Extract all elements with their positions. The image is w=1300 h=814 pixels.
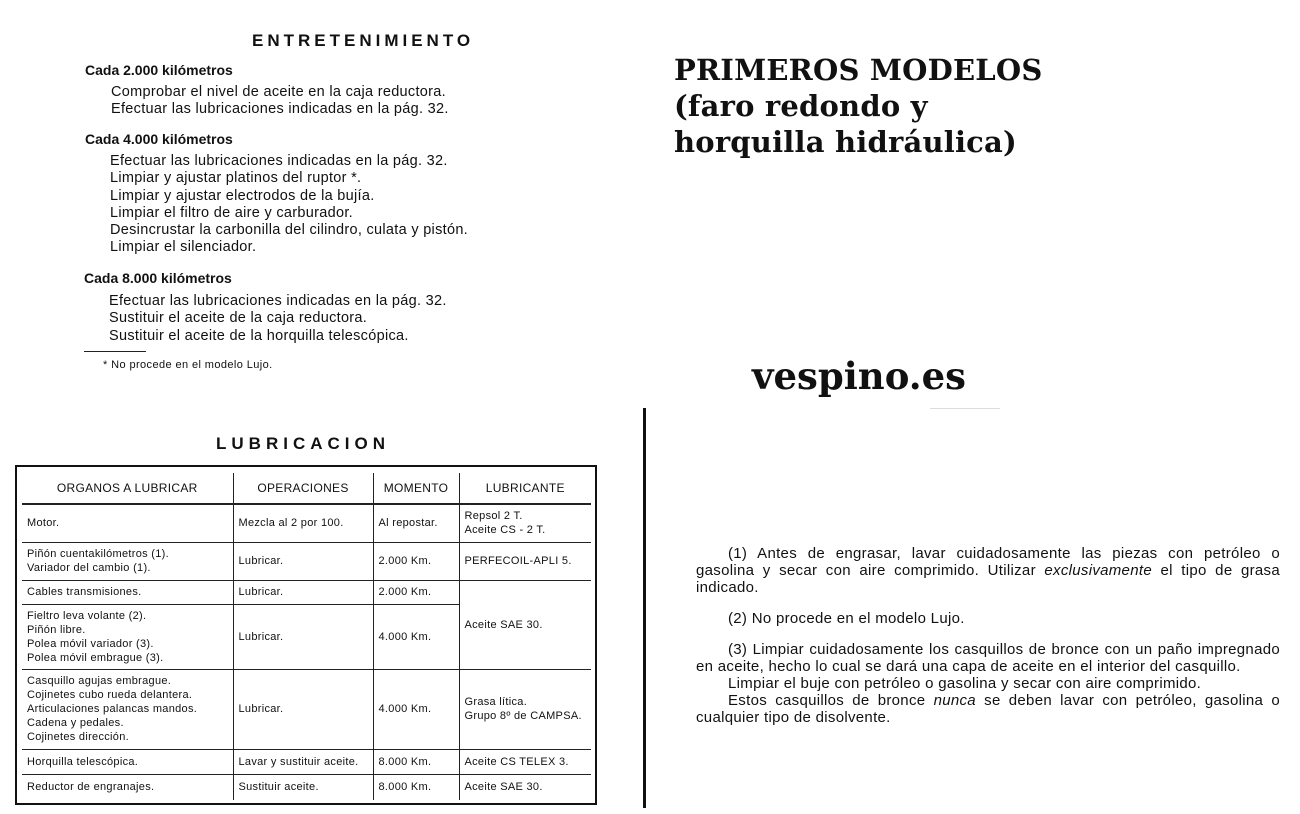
table-row (22, 774, 591, 800)
lubrication-table (15, 465, 597, 805)
list-item: Sustituir el aceite de la caja reductora. (109, 310, 368, 327)
models-title-line: PRIMEROS MODELOS (674, 53, 1043, 87)
organ-item: Reductor de engranajes. (27, 781, 155, 794)
organ-item: Cadena y pedales. (27, 717, 124, 729)
organs-cell (22, 604, 233, 669)
list-item: Limpiar el silenciador. (110, 239, 257, 256)
organ-item: Polea móvil embrague (3). (27, 651, 164, 664)
operation-cell: Lubricar. (233, 669, 373, 749)
table-header-row (22, 473, 591, 504)
footnote-text: Estos casquillos de bronce (728, 692, 934, 709)
list-item: Efectuar las lubricaciones indicadas en la pág. 32. (110, 153, 448, 169)
lubricant-cell (459, 580, 591, 669)
list-item: Limpiar y ajustar platinos del ruptor *. (110, 170, 362, 187)
organs-cell (22, 669, 233, 749)
lubrication-heading: LUBRICACION (216, 434, 390, 453)
moment-cell: Al repostar. (373, 504, 459, 542)
footnote-3-continued: Limpiar el buje con petróleo o gasolina y secar con aire comprimido. (728, 675, 1202, 692)
lubricant-cell (459, 669, 591, 749)
moment-cell: 4.000 Km. (373, 604, 459, 669)
organs-cell (22, 774, 233, 800)
operation-cell: Sustituir aceite. (233, 774, 373, 800)
organ-item: Articulaciones palancas mandos. (27, 703, 198, 715)
maintenance-heading: ENTRETENIMIENTO (252, 31, 475, 50)
organ-item: Fieltro leva volante (2). (27, 609, 147, 622)
operation-cell: Mezcla al 2 por 100. (233, 504, 373, 542)
list-item: Limpiar el filtro de aire y carburador. (110, 204, 353, 221)
list-item: Desincrustar la carbonilla del cilindro, culata y pistón. (110, 222, 469, 239)
models-title (674, 52, 1043, 160)
footnote-rule (84, 351, 146, 352)
lubricant-cell (459, 504, 591, 542)
column-header-organs: ORGANOS A LUBRICAR (22, 473, 233, 504)
models-title-line: (faro redondo y (674, 89, 928, 123)
maintenance-list-4000 (110, 153, 468, 257)
operation-cell: Lubricar. (233, 580, 373, 604)
footnote-text: se deben lavar con petróleo, gasolina o cualquier tipo de disolvente. (696, 692, 1280, 726)
lubricant-cell (459, 542, 591, 580)
organ-item: Variador del cambio (1). (27, 562, 151, 574)
table-row (22, 749, 591, 774)
lubricant-item: Repsol 2 T. (464, 510, 523, 523)
table-row (22, 669, 591, 749)
models-title-line: horquilla hidráulica) (674, 125, 1017, 159)
list-item: Efectuar las lubricaciones indicadas en la pág. 32. (111, 101, 449, 118)
operation-cell: Lavar y sustituir aceite. (233, 749, 373, 774)
organ-item: Casquillo agujas embrague. (27, 675, 172, 687)
lubricant-item: Aceite CS - 2 T. (464, 524, 546, 537)
column-header-lubricant: LUBRICANTE (459, 473, 591, 504)
organs-cell (22, 580, 233, 604)
maintenance-list-2000 (111, 84, 449, 119)
lubricant-item: Aceite SAE 30. (464, 781, 543, 794)
table-row (22, 504, 591, 542)
table-row (22, 580, 591, 604)
interval-label-4000: Cada 4.000 kilómetros (85, 131, 233, 147)
footnote-3-warning (696, 692, 1280, 726)
moment-cell: 8.000 Km. (373, 774, 459, 800)
organ-item: Horquilla telescópica. (27, 755, 139, 768)
organ-item: Cables transmisiones. (27, 586, 142, 598)
lubricant-cell (459, 749, 591, 774)
list-item: Limpiar y ajustar electrodos de la bujía. (110, 187, 375, 204)
list-item: Sustituir el aceite de la horquilla telescópica. (109, 327, 409, 344)
page-divider (643, 408, 646, 808)
operation-cell: Lubricar. (233, 604, 373, 669)
organs-cell (22, 504, 233, 542)
lubricant-item: Aceite CS TELEX 3. (464, 755, 569, 768)
footnote-emphasis: exclusivamente (1044, 562, 1152, 579)
lubricant-item: Grupo 8º de CAMPSA. (464, 710, 582, 722)
moment-cell: 2.000 Km. (373, 542, 459, 580)
maintenance-footnote: * No procede en el modelo Lujo. (103, 359, 273, 371)
footnote-3: (3) Limpiar cuidadosamente los casquillos de bronce con un paño impregnado en aceite, hecho lo cual se dará una capa de aceite en el interior del casquillo. (696, 641, 1280, 675)
lubricant-cell (459, 774, 591, 800)
column-header-moment: MOMENTO (373, 473, 459, 504)
organs-cell (22, 542, 233, 580)
organ-item: Motor. (27, 517, 60, 530)
moment-cell: 2.000 Km. (373, 580, 459, 604)
interval-label-2000: Cada 2.000 kilómetros (85, 62, 233, 78)
lubricant-item: PERFECOIL-APLI 5. (464, 555, 572, 567)
organ-item: Cojinetes cubo rueda delantera. (27, 689, 193, 701)
lubricant-item: Grasa lítica. (464, 696, 528, 708)
organ-item: Polea móvil variador (3). (27, 637, 154, 650)
maintenance-list-8000 (109, 293, 447, 345)
interval-label-8000: Cada 8.000 kilómetros (84, 270, 232, 286)
moment-cell: 8.000 Km. (373, 749, 459, 774)
operation-cell: Lubricar. (233, 542, 373, 580)
brand-watermark: vespino.es (752, 354, 966, 398)
footnote-2: (2) No procede en el modelo Lujo. (728, 610, 965, 627)
organ-item: Cojinetes dirección. (27, 731, 129, 743)
footnote-text: el tipo de grasa indicado. (696, 562, 1280, 596)
footnote-1 (696, 545, 1280, 596)
faint-line (930, 408, 1000, 409)
organ-item: Piñón cuentakilómetros (1). (27, 548, 169, 560)
list-item: Comprobar el nivel de aceite en la caja reductora. (111, 84, 446, 100)
footnotes-block (696, 545, 1280, 726)
organs-cell (22, 749, 233, 774)
organ-item: Piñón libre. (27, 623, 86, 636)
column-header-operations: OPERACIONES (233, 473, 373, 504)
moment-cell: 4.000 Km. (373, 669, 459, 749)
table-row (22, 542, 591, 580)
footnote-text: (1) Antes de engrasar, lavar cuidadosamente las piezas con petróleo o gasolina y secar con aire comprimido. Utilizar (696, 545, 1280, 579)
list-item: Efectuar las lubricaciones indicadas en la pág. 32. (109, 293, 447, 309)
lubricant-item: Aceite SAE 30. (464, 618, 543, 631)
footnote-emphasis: nunca (933, 692, 976, 709)
